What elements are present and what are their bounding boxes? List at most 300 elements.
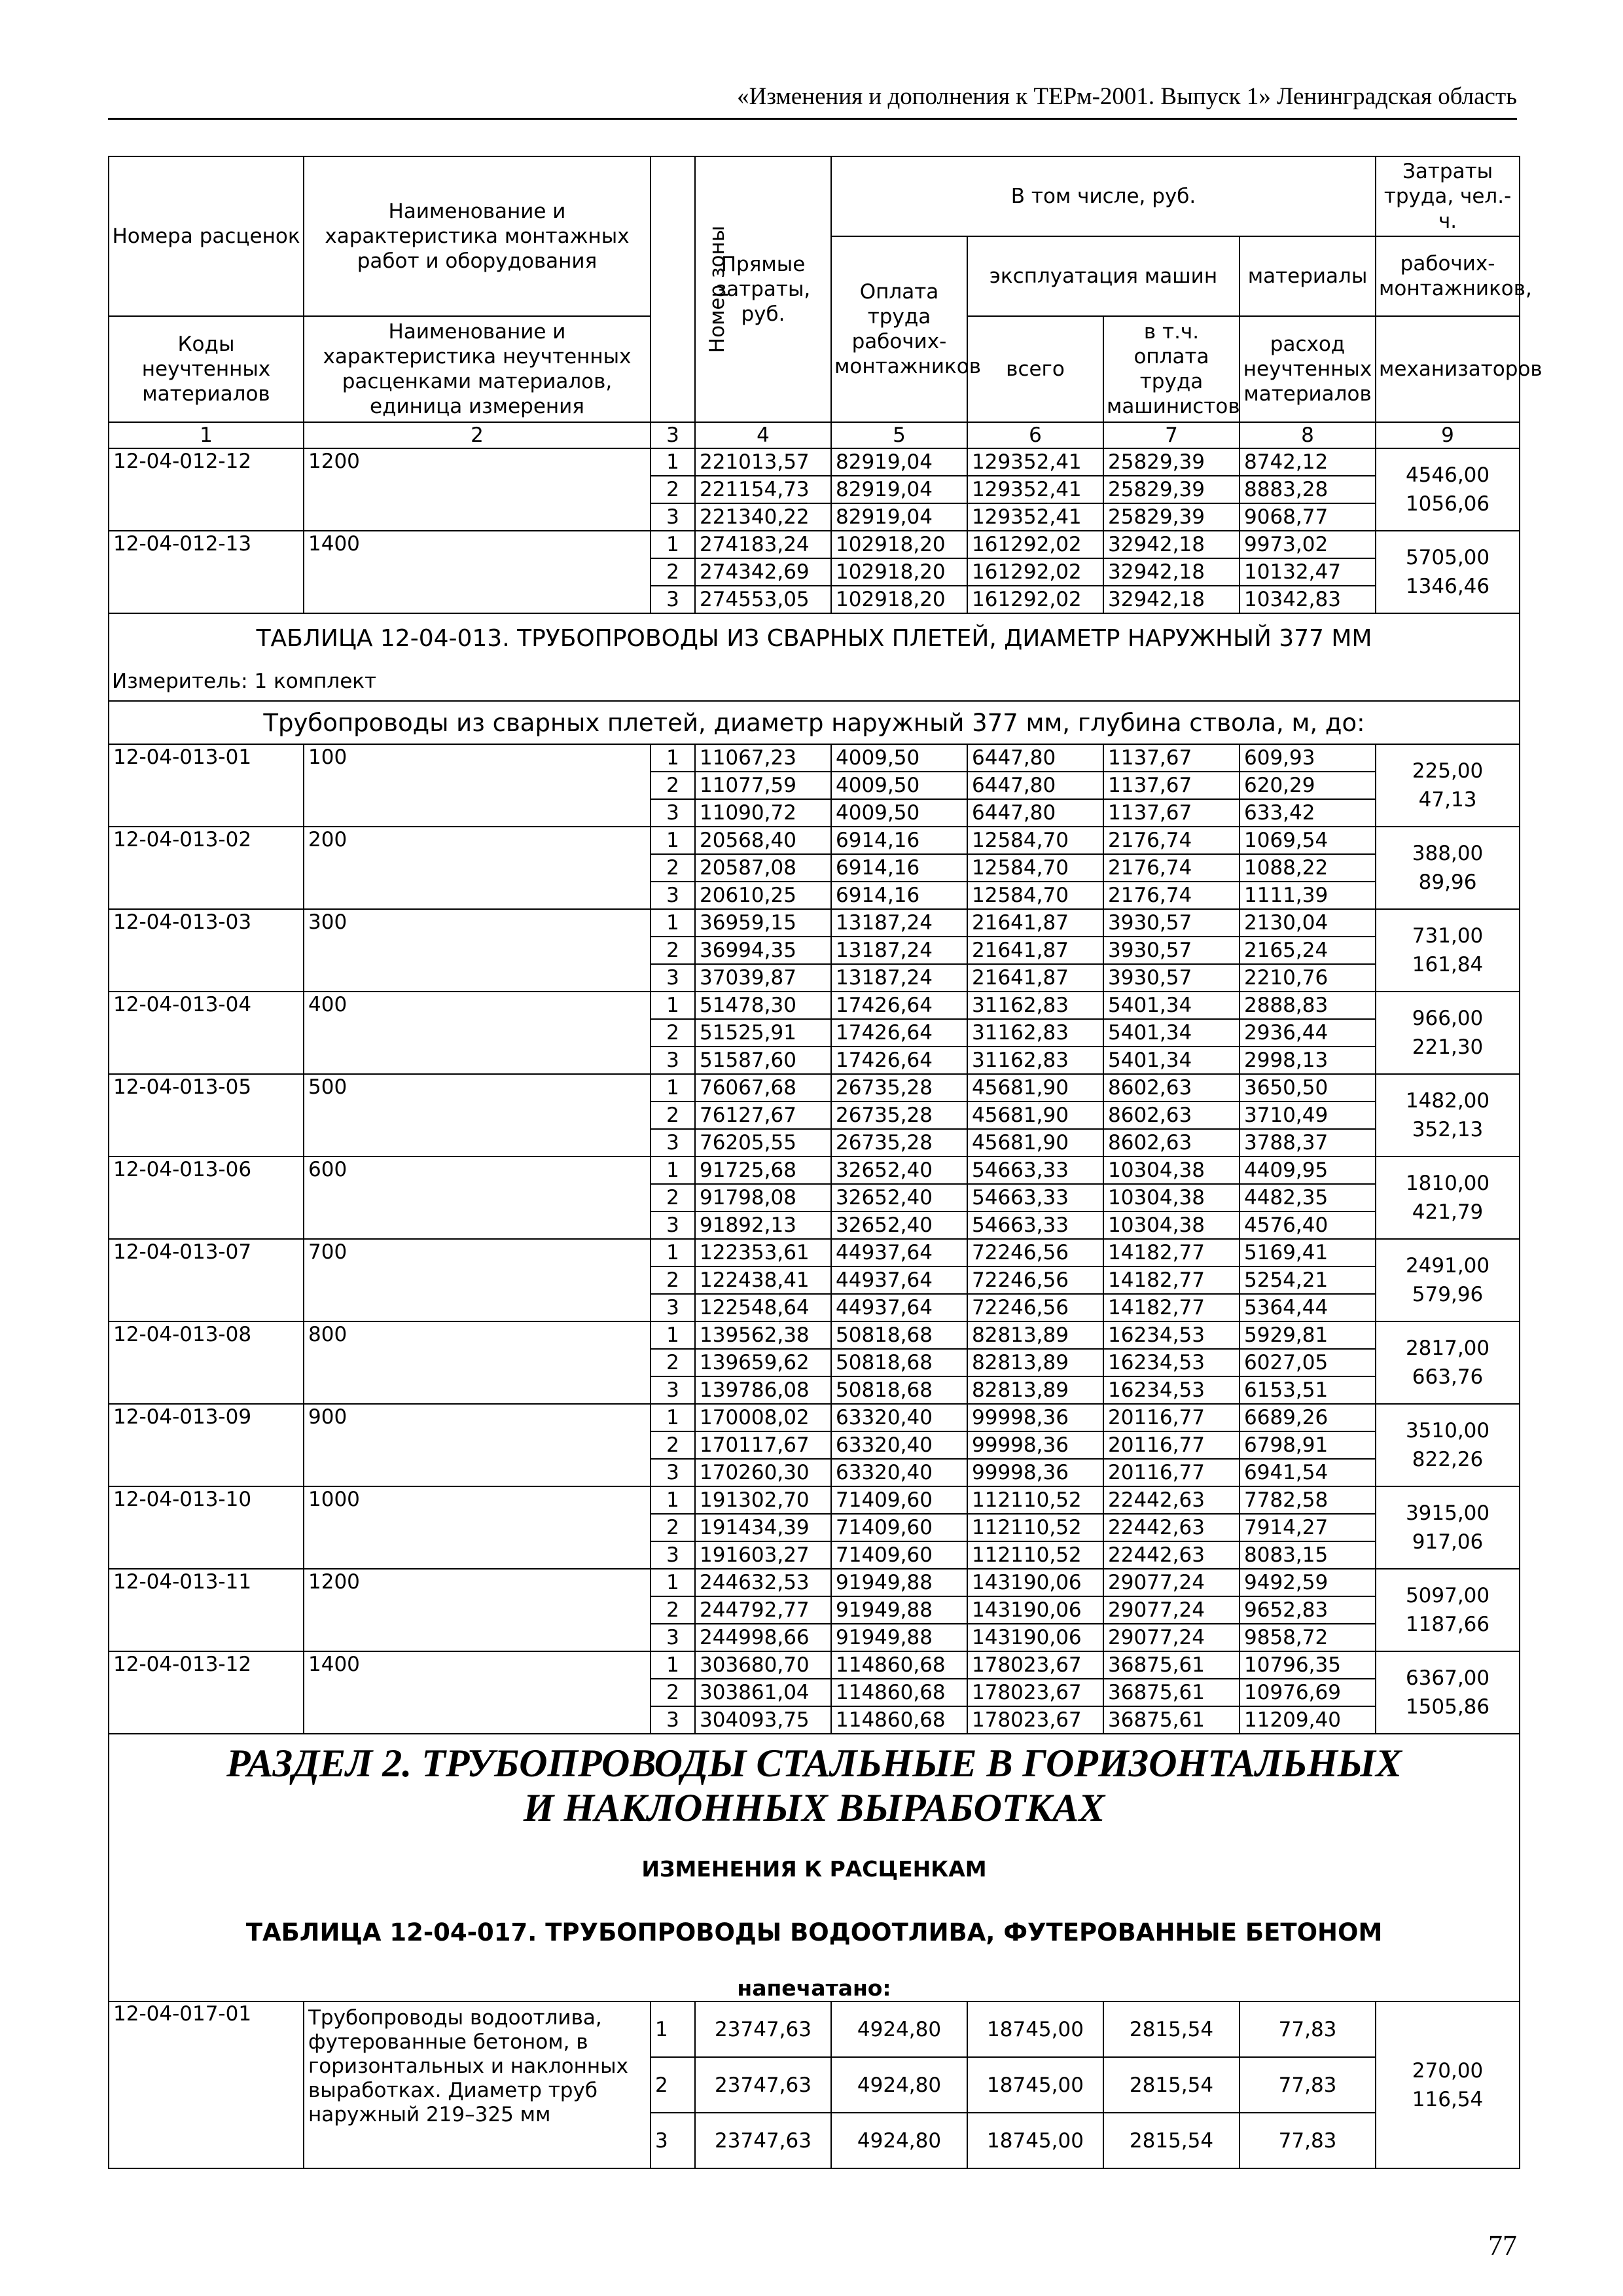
zone-number: 2 [651,854,695,882]
materials: 4576,40 [1240,1211,1376,1239]
machine-total: 54663,33 [967,1184,1103,1211]
direct-costs: 51587,60 [695,1047,831,1074]
header-machine-ops: эксплуатация машин [967,236,1240,316]
direct-costs: 274342,69 [695,558,831,586]
rate-code: 12-04-013-02 [109,827,304,909]
wages: 102918,20 [831,531,967,558]
column-numbers-row [109,422,1520,448]
direct-costs: 20610,25 [695,882,831,909]
materials: 10796,35 [1240,1651,1376,1679]
materials: 8742,12 [1240,448,1376,476]
zone-number: 3 [651,586,695,613]
zone-number: 2 [651,1349,695,1376]
zone-number: 2 [651,1679,695,1706]
machinist-wages: 16234,53 [1103,1376,1240,1404]
machine-total: 82813,89 [967,1376,1103,1404]
machine-total: 12584,70 [967,827,1103,854]
zone-number: 1 [651,531,695,558]
header-labor-costs: Затраты труда, чел.-ч. [1376,156,1520,236]
zone-number: 3 [651,1129,695,1157]
direct-costs: 191434,39 [695,1514,831,1541]
machinist-wages: 2176,74 [1103,854,1240,882]
machinist-wages: 20116,77 [1103,1404,1240,1431]
table-row [109,992,1520,1019]
machine-total: 178023,67 [967,1679,1103,1706]
column-number: 1 [109,422,304,448]
wages: 44937,64 [831,1294,967,1321]
machinist-wages: 2815,54 [1103,2057,1240,2113]
machinist-wages: 25829,39 [1103,476,1240,503]
rate-code: 12-04-013-08 [109,1321,304,1404]
materials: 9652,83 [1240,1596,1376,1624]
machinist-wages: 14182,77 [1103,1266,1240,1294]
wages: 50818,68 [831,1376,967,1404]
zone-number: 3 [651,964,695,992]
direct-costs: 51525,91 [695,1019,831,1047]
machinist-wages: 32942,18 [1103,586,1240,613]
zone-number: 3 [651,1376,695,1404]
wages: 71409,60 [831,1514,967,1541]
machinist-wages: 20116,77 [1103,1431,1240,1459]
rate-code: 12-04-012-12 [109,448,304,531]
header-machinist-wages: в т.ч. оплата труда машинистов [1103,316,1240,422]
wages: 50818,68 [831,1349,967,1376]
machinist-wages: 2815,54 [1103,2001,1240,2057]
wages: 71409,60 [831,1541,967,1569]
direct-costs: 23747,63 [695,2057,831,2113]
wages: 13187,24 [831,964,967,992]
wages: 26735,28 [831,1102,967,1129]
wages: 4924,80 [831,2057,967,2113]
header-machine-total: всего [967,316,1103,422]
materials: 2165,24 [1240,937,1376,964]
materials: 10342,83 [1240,586,1376,613]
wages: 82919,04 [831,448,967,476]
header-materials: материалы [1240,236,1376,316]
materials: 7782,58 [1240,1486,1376,1514]
rate-code: 12-04-013-04 [109,992,304,1074]
machinist-wages: 29077,24 [1103,1569,1240,1596]
wages: 63320,40 [831,1459,967,1486]
labor-workers: 225,00 [1412,759,1484,783]
zone-number: 3 [651,1294,695,1321]
zone-number: 1 [651,827,695,854]
machinist-wages: 22442,63 [1103,1486,1240,1514]
direct-costs: 303861,04 [695,1679,831,1706]
wages: 91949,88 [831,1569,967,1596]
table-row [109,827,1520,854]
header-including: В том числе, руб. [831,156,1376,236]
zone-number: 3 [651,799,695,827]
direct-costs: 170260,30 [695,1459,831,1486]
machine-total: 45681,90 [967,1129,1103,1157]
materials: 1069,54 [1240,827,1376,854]
materials: 5254,21 [1240,1266,1376,1294]
machine-total: 129352,41 [967,476,1103,503]
work-name: 400 [304,992,651,1074]
table-row [109,1321,1520,1349]
machine-total: 72246,56 [967,1266,1103,1294]
header-row-1 [109,156,1520,236]
zone-number: 1 [651,2001,695,2057]
header-labor-mech: механизаторов [1376,316,1520,422]
wages: 63320,40 [831,1404,967,1431]
section-2-cell [109,1734,1520,2001]
zone-number: 1 [651,1651,695,1679]
machinist-wages: 16234,53 [1103,1349,1240,1376]
labor-workers: 966,00 [1412,1007,1484,1030]
machinist-wages: 3930,57 [1103,964,1240,992]
materials: 620,29 [1240,772,1376,799]
labor-workers: 4546,00 [1405,463,1490,487]
machine-total: 161292,02 [967,531,1103,558]
zone-number: 2 [651,772,695,799]
column-number: 2 [304,422,651,448]
machine-total: 31162,83 [967,1019,1103,1047]
machinist-wages: 20116,77 [1103,1459,1240,1486]
materials: 2888,83 [1240,992,1376,1019]
zone-number: 1 [651,1074,695,1102]
materials: 1088,22 [1240,854,1376,882]
machine-total: 178023,67 [967,1706,1103,1734]
wages: 102918,20 [831,558,967,586]
labor-workers: 1810,00 [1405,1172,1490,1195]
zone-number: 2 [651,1596,695,1624]
rate-code: 12-04-013-09 [109,1404,304,1486]
materials: 3788,37 [1240,1129,1376,1157]
labor-costs [1376,448,1520,531]
materials: 2936,44 [1240,1019,1376,1047]
zone-number: 2 [651,1514,695,1541]
labor-workers: 2817,00 [1405,1336,1490,1360]
machinist-wages: 1137,67 [1103,799,1240,827]
rate-code: 12-04-013-01 [109,744,304,827]
machinist-wages: 1137,67 [1103,772,1240,799]
machinist-wages: 8602,63 [1103,1074,1240,1102]
direct-costs: 37039,87 [695,964,831,992]
materials: 9973,02 [1240,531,1376,558]
zone-number: 1 [651,744,695,772]
machinist-wages: 22442,63 [1103,1541,1240,1569]
work-name: 1000 [304,1486,651,1569]
materials: 4409,95 [1240,1157,1376,1184]
column-number: 5 [831,422,967,448]
zone-number: 2 [651,2057,695,2113]
wages: 17426,64 [831,1047,967,1074]
direct-costs: 170008,02 [695,1404,831,1431]
wages: 26735,28 [831,1074,967,1102]
direct-costs: 23747,63 [695,2001,831,2057]
machine-total: 21641,87 [967,964,1103,992]
machine-total: 12584,70 [967,854,1103,882]
labor-mechanics: 352,13 [1412,1118,1484,1141]
machine-total: 18745,00 [967,2001,1103,2057]
header-material-names: Наименование и характеристика неучтенных расценками материалов, единица измерения [304,316,651,422]
table-013-measure-row [109,662,1520,701]
wages: 82919,04 [831,476,967,503]
machine-total: 31162,83 [967,1047,1103,1074]
table-row [109,909,1520,937]
direct-costs: 244998,66 [695,1624,831,1651]
header-zone-number: Номер зоны [651,156,695,422]
machinist-wages: 29077,24 [1103,1624,1240,1651]
direct-costs: 91892,13 [695,1211,831,1239]
machine-total: 129352,41 [967,448,1103,476]
machinist-wages: 32942,18 [1103,531,1240,558]
materials: 7914,27 [1240,1514,1376,1541]
machine-total: 54663,33 [967,1157,1103,1184]
machinist-wages: 8602,63 [1103,1102,1240,1129]
wages: 82919,04 [831,503,967,531]
direct-costs: 170117,67 [695,1431,831,1459]
table-row [109,1239,1520,1266]
direct-costs: 244632,53 [695,1569,831,1596]
labor-workers: 1482,00 [1405,1089,1490,1113]
table-013-measure: Измеритель: 1 комплект [109,662,1520,701]
machinist-wages: 2176,74 [1103,827,1240,854]
machine-total: 72246,56 [967,1294,1103,1321]
rate-code: 12-04-013-12 [109,1651,304,1734]
direct-costs: 139659,62 [695,1349,831,1376]
materials: 1111,39 [1240,882,1376,909]
direct-costs: 139786,08 [695,1376,831,1404]
direct-costs: 20568,40 [695,827,831,854]
work-name: 500 [304,1074,651,1157]
direct-costs: 20587,08 [695,854,831,882]
zone-number: 3 [651,1706,695,1734]
machinist-wages: 3930,57 [1103,909,1240,937]
zone-number: 3 [651,503,695,531]
materials: 2130,04 [1240,909,1376,937]
direct-costs: 91725,68 [695,1157,831,1184]
zone-number: 2 [651,476,695,503]
machine-total: 99998,36 [967,1459,1103,1486]
labor-costs [1376,1321,1520,1404]
machinist-wages: 3930,57 [1103,937,1240,964]
labor-mechanics: 116,54 [1412,2087,1484,2111]
table-row [109,744,1520,772]
wages: 4009,50 [831,744,967,772]
zone-number: 1 [651,1486,695,1514]
machine-total: 112110,52 [967,1541,1103,1569]
machine-total: 112110,52 [967,1514,1103,1541]
direct-costs: 23747,63 [695,2113,831,2168]
labor-mechanics: 221,30 [1412,1035,1484,1059]
table-row [109,531,1520,558]
zone-number: 2 [651,1431,695,1459]
work-name: 1400 [304,531,651,613]
materials: 6689,26 [1240,1404,1376,1431]
zone-number: 2 [651,558,695,586]
section-2-title-line-1: РАЗДЕЛ 2. ТРУБОПРОВОДЫ СТАЛЬНЫЕ В ГОРИЗОНТАЛЬНЫХ [226,1742,1402,1785]
wages: 32652,40 [831,1184,967,1211]
zone-number: 1 [651,448,695,476]
direct-costs: 221154,73 [695,476,831,503]
direct-costs: 122438,41 [695,1266,831,1294]
direct-costs: 304093,75 [695,1706,831,1734]
machinist-wages: 10304,38 [1103,1157,1240,1184]
printed-label: напечатано: [737,1975,891,2001]
labor-costs [1376,531,1520,613]
table-017-title: ТАБЛИЦА 12-04-017. ТРУБОПРОВОДЫ ВОДООТЛИВА, ФУТЕРОВАННЫЕ БЕТОНОМ [245,1918,1383,1946]
materials: 6798,91 [1240,1431,1376,1459]
direct-costs: 11067,23 [695,744,831,772]
labor-workers: 731,00 [1412,924,1484,948]
machine-total: 161292,02 [967,558,1103,586]
machine-total: 31162,83 [967,992,1103,1019]
zone-number: 3 [651,1047,695,1074]
header-wages: Оплата труда рабочих-монтажников [831,236,967,422]
labor-costs [1376,2001,1520,2168]
work-name: 1200 [304,448,651,531]
direct-costs: 244792,77 [695,1596,831,1624]
wages: 32652,40 [831,1157,967,1184]
wages: 6914,16 [831,827,967,854]
zone-number: 3 [651,1459,695,1486]
materials: 77,83 [1240,2057,1376,2113]
wages: 114860,68 [831,1651,967,1679]
materials: 9068,77 [1240,503,1376,531]
work-name: 800 [304,1321,651,1404]
direct-costs: 221013,57 [695,448,831,476]
direct-costs: 36994,35 [695,937,831,964]
labor-costs [1376,992,1520,1074]
column-number: 4 [695,422,831,448]
labor-costs [1376,909,1520,992]
table-row [109,1404,1520,1431]
machine-total: 72246,56 [967,1239,1103,1266]
zone-number: 3 [651,2113,695,2168]
column-number: 3 [651,422,695,448]
labor-mechanics: 1505,86 [1405,1695,1490,1719]
labor-mechanics: 1056,06 [1405,492,1490,516]
header-work-name: Наименование и характеристика монтажных работ и оборудования [304,156,651,316]
machinist-wages: 36875,61 [1103,1651,1240,1679]
wages: 44937,64 [831,1239,967,1266]
materials: 6153,51 [1240,1376,1376,1404]
materials: 77,83 [1240,2001,1376,2057]
wages: 91949,88 [831,1624,967,1651]
machinist-wages: 5401,34 [1103,1019,1240,1047]
labor-mechanics: 579,96 [1412,1283,1484,1306]
column-number: 8 [1240,422,1376,448]
direct-costs: 191302,70 [695,1486,831,1514]
wages: 50818,68 [831,1321,967,1349]
zone-number: 1 [651,1569,695,1596]
direct-costs: 191603,27 [695,1541,831,1569]
labor-mechanics: 161,84 [1412,953,1484,977]
table-row [109,1486,1520,1514]
direct-costs: 122548,64 [695,1294,831,1321]
labor-mechanics: 663,76 [1412,1365,1484,1389]
machinist-wages: 14182,77 [1103,1294,1240,1321]
wages: 102918,20 [831,586,967,613]
machine-total: 45681,90 [967,1074,1103,1102]
table-row [109,2001,1520,2057]
changes-label: ИЗМЕНЕНИЯ К РАСЦЕНКАМ [641,1856,987,1882]
direct-costs: 11077,59 [695,772,831,799]
work-name: 1400 [304,1651,651,1734]
machine-total: 129352,41 [967,503,1103,531]
rate-code: 12-04-012-13 [109,531,304,613]
labor-workers: 388,00 [1412,842,1484,865]
machinist-wages: 25829,39 [1103,503,1240,531]
direct-costs: 303680,70 [695,1651,831,1679]
zone-number: 1 [651,1321,695,1349]
machinist-wages: 22442,63 [1103,1514,1240,1541]
rate-code: 12-04-013-11 [109,1569,304,1651]
labor-costs [1376,1239,1520,1321]
table-013-title: ТАБЛИЦА 12-04-013. ТРУБОПРОВОДЫ ИЗ СВАРНЫХ ПЛЕТЕЙ, ДИАМЕТР НАРУЖНЫЙ 377 ММ [109,613,1520,662]
column-number: 7 [1103,422,1240,448]
labor-workers: 5705,00 [1405,546,1490,569]
page-number: 77 [1488,2229,1517,2261]
machine-total: 143190,06 [967,1624,1103,1651]
wages: 4009,50 [831,799,967,827]
materials: 5169,41 [1240,1239,1376,1266]
work-name: 700 [304,1239,651,1321]
wages: 4009,50 [831,772,967,799]
materials: 6027,05 [1240,1349,1376,1376]
zone-number: 1 [651,1404,695,1431]
machinist-wages: 5401,34 [1103,992,1240,1019]
zone-number: 2 [651,1266,695,1294]
work-name: 100 [304,744,651,827]
labor-mechanics: 822,26 [1412,1448,1484,1471]
wages: 4924,80 [831,2113,967,2168]
direct-costs: 76127,67 [695,1102,831,1129]
direct-costs: 76205,55 [695,1129,831,1157]
work-name: Трубопроводы водоотлива, футерованные бетоном, в горизонтальных и наклонных выработках. Диаметр труб наружный 219–325 мм [304,2001,651,2168]
materials: 9492,59 [1240,1569,1376,1596]
column-number: 6 [967,422,1103,448]
work-name: 200 [304,827,651,909]
machine-total: 6447,80 [967,744,1103,772]
labor-costs [1376,1569,1520,1651]
machinist-wages: 2176,74 [1103,882,1240,909]
materials: 9858,72 [1240,1624,1376,1651]
machine-total: 21641,87 [967,937,1103,964]
labor-workers: 3915,00 [1405,1501,1490,1525]
direct-costs: 11090,72 [695,799,831,827]
machinist-wages: 32942,18 [1103,558,1240,586]
wages: 44937,64 [831,1266,967,1294]
wages: 114860,68 [831,1706,967,1734]
wages: 6914,16 [831,882,967,909]
direct-costs: 51478,30 [695,992,831,1019]
header-labor-workers: рабочих-монтажников, [1376,236,1520,316]
table-row [109,1074,1520,1102]
table-013-subtitle-row [109,701,1520,744]
direct-costs: 274553,05 [695,586,831,613]
zone-number: 1 [651,992,695,1019]
materials: 609,93 [1240,744,1376,772]
materials: 10976,69 [1240,1679,1376,1706]
wages: 6914,16 [831,854,967,882]
table-row [109,448,1520,476]
materials: 11209,40 [1240,1706,1376,1734]
wages: 63320,40 [831,1431,967,1459]
machinist-wages: 29077,24 [1103,1596,1240,1624]
table-row [109,1157,1520,1184]
machine-total: 45681,90 [967,1102,1103,1129]
machinist-wages: 25829,39 [1103,448,1240,476]
machinist-wages: 1137,67 [1103,744,1240,772]
work-name: 300 [304,909,651,992]
materials: 10132,47 [1240,558,1376,586]
machine-total: 143190,06 [967,1596,1103,1624]
zone-number: 1 [651,909,695,937]
